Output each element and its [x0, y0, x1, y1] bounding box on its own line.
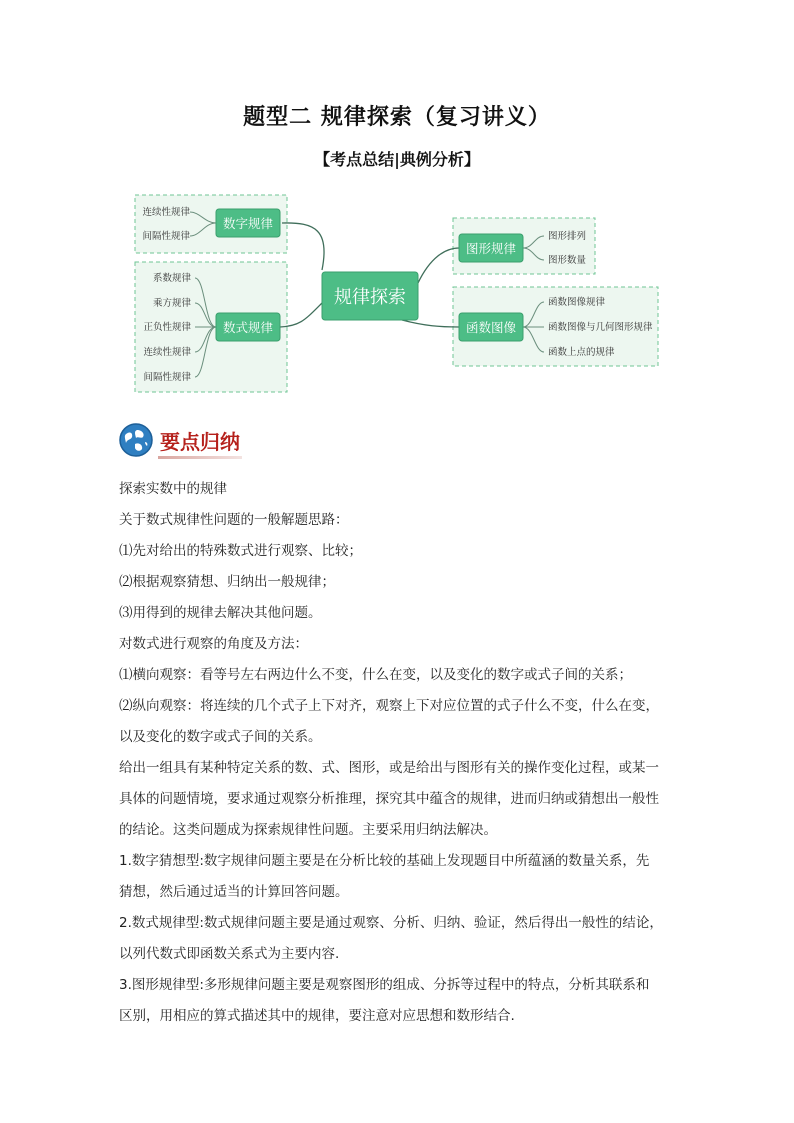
paragraph: 以列代数式即函数关系式为主要内容.: [119, 946, 340, 962]
leaf-label: 连续性规律: [142, 207, 190, 218]
leaf-label: 连续性规律: [143, 347, 191, 358]
paragraph: ⑵纵向观察：将连续的几个式子上下对齐，观察上下对应位置的式子什么不变，什么在变，: [119, 698, 659, 714]
leaf-label: 图形数量: [548, 255, 587, 266]
paragraph: 对数式进行观察的角度及方法：: [119, 636, 308, 652]
page-subtitle: 【考点总结|典例分析】: [314, 150, 480, 169]
paragraph: 的结论。这类问题成为探索规律性问题。主要采用归纳法解决。: [119, 822, 497, 838]
leaf-label: 函数图像与几何图形规律: [548, 322, 653, 333]
connector-center-function: [402, 320, 459, 327]
leaf-label: 系数规律: [152, 273, 191, 284]
paragraph: 2.数式规律型:数式规律问题主要是通过观察、分析、归纳、验证，然后得出一般性的结论，: [119, 915, 663, 931]
paragraph: 给出一组具有某种特定关系的数、式、图形，或是给出与图形有关的操作变化过程，或某一: [119, 760, 659, 776]
leaf-label: 乘方规律: [152, 298, 191, 309]
body-text: [119, 474, 689, 1032]
node-expression-rules-label: 数式规律: [222, 320, 274, 335]
leaf-label: 图形排列: [548, 231, 587, 242]
paragraph: 关于数式规律性问题的一般解题思路：: [119, 512, 349, 528]
paragraph: 1.数字猜想型:数字规律问题主要是在分析比较的基础上发现题目中所蕴涵的数量关系，先: [119, 853, 650, 869]
leaf-label: 间隔性规律: [143, 372, 191, 383]
leaf-label: 函数上点的规律: [548, 347, 615, 358]
paragraph: ⑴先对给出的特殊数式进行观察、比较；: [119, 543, 362, 559]
paragraph: 探索实数中的规律: [119, 481, 227, 497]
leaf-label: 正负性规律: [143, 322, 191, 333]
node-function-graph-label: 函数图像: [465, 320, 517, 335]
node-digit-rules-label: 数字规律: [222, 216, 274, 231]
paragraph: 区别，用相应的算式描述其中的规律，要注意对应思想和数形结合.: [119, 1008, 515, 1024]
paragraph: 猜想，然后通过适当的计算回答问题。: [119, 884, 349, 900]
paragraph: 3.图形规律型:多形规律问题主要是观察图形的组成、分拆等过程中的特点，分析其联系和: [119, 977, 650, 993]
leaf-label: 间隔性规律: [142, 231, 190, 242]
paragraph: ⑵根据观察猜想、归纳出一般规律；: [119, 574, 335, 590]
paragraph: ⑶用得到的规律去解决其他问题。: [119, 605, 322, 621]
globe-icon: [118, 422, 154, 458]
paragraph: 以及变化的数字或式子间的关系。: [119, 729, 322, 745]
connector-center-digit: [282, 223, 324, 270]
paragraph: ⑴横向观察：看等号左右两边什么不变，什么在变，以及变化的数字或式子间的关系；: [119, 667, 632, 683]
center-node-label: 规律探索: [334, 287, 406, 308]
section-header: [118, 420, 240, 460]
section-label: 要点归纳: [160, 426, 240, 455]
leaf-label: 函数图像规律: [548, 297, 606, 308]
page-title: 题型二 规律探索（复习讲义）: [243, 104, 551, 130]
node-shape-rules-label: 图形规律: [465, 241, 517, 256]
paragraph: 具体的问题情境，要求通过观察分析推理，探究其中蕴含的规律，进而归纳或猜想出一般性: [119, 791, 659, 807]
